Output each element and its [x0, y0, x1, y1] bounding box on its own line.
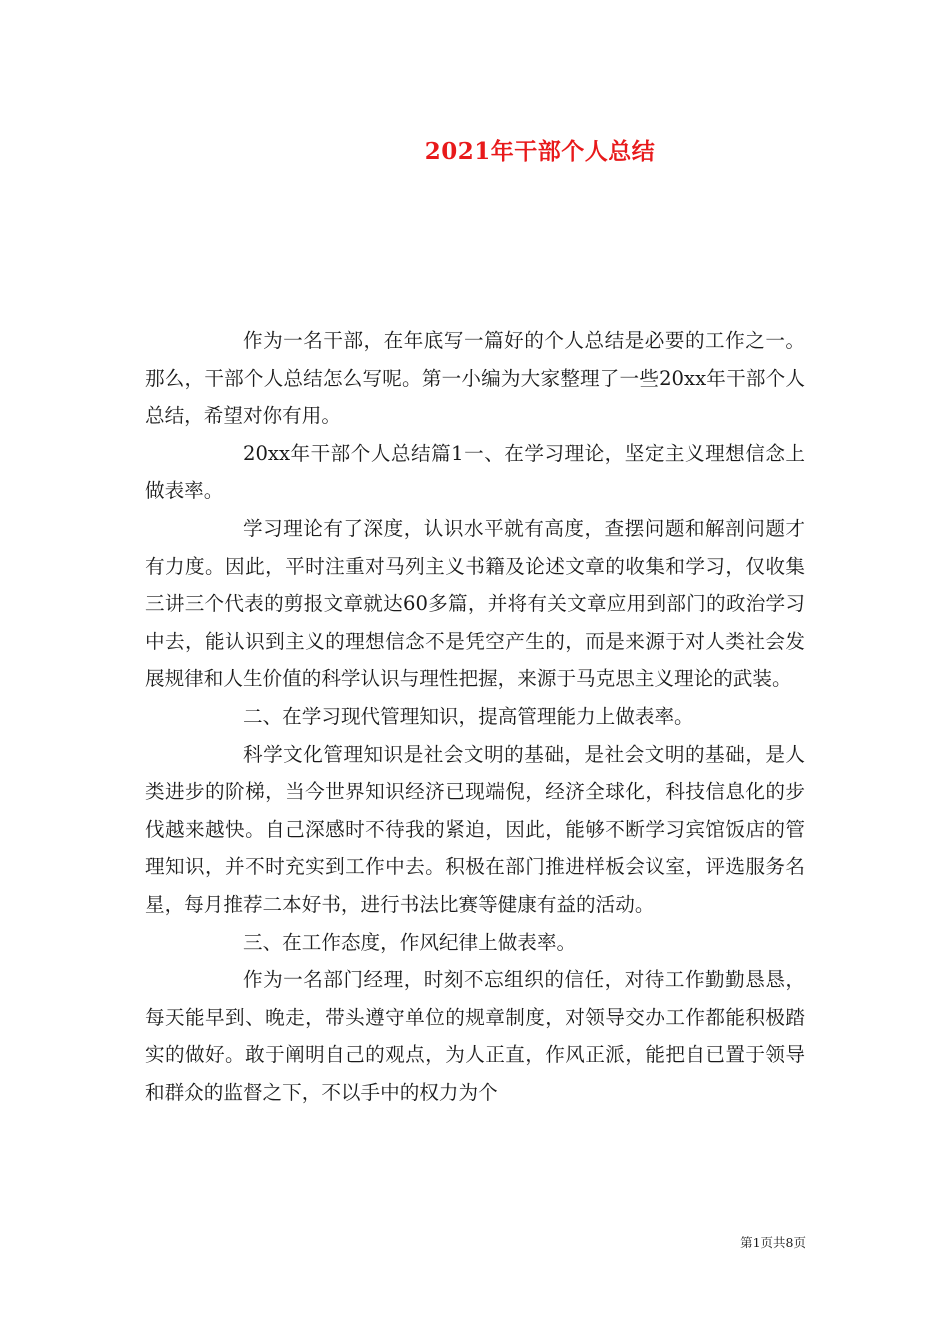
paragraph-section-1-heading: 20xx年干部个人总结篇1一、在学习理论，坚定主义理想信念上做表率。 [145, 441, 805, 503]
paragraph-section-3-body: 作为一名部门经理，时刻不忘组织的信任，对待工作勤勤恳恳，每天能早到、晚走，带头遵守单位的规章制度，对领导交办工作都能积极踏实的做好。敢于阐明自己的观点，为人正直，作风正派，能把自已置于领导和群众的监督之下，不以手中的权力为个 [145, 968, 805, 1104]
paragraph-section-2-heading: 二、在学习现代管理知识，提高管理能力上做表率。 [243, 704, 694, 728]
paragraph-section-1-body: 学习理论有了深度，认识水平就有高度，查摆问题和解剖问题才有力度。因此，平时注重对马列主义书籍及论述文章的收集和学习，仅收集三讲三个代表的剪报文章就达60多篇，并将有关文章应用到部门的政治学习中去，能认识到主义的理想信念不是凭空产生的，而是来源于对人类社会发展规律和人生价值的科学认识与理性把握，来源于马克思主义理论的武装。 [145, 516, 805, 691]
document-body [145, 322, 805, 1111]
paragraph-section-3-heading: 三、在工作态度，作风纪律上做表率。 [243, 930, 577, 954]
page-number-footer: 第1页共8页 [740, 1235, 806, 1250]
paragraph-intro: 作为一名干部，在年底写一篇好的个人总结是必要的工作之一。那么，干部个人总结怎么写呢。第一小编为大家整理了一些20xx年干部个人总结，希望对你有用。 [145, 329, 805, 428]
paragraph-section-2-body: 科学文化管理知识是社会文明的基础，是社会文明的基础，是人类进步的阶梯，当今世界知识经济已现端倪，经济全球化，科技信息化的步伐越来越快。自己深感时不待我的紧迫，因此，能够不断学习宾馆饭店的管理知识，并不时充实到工作中去。积极在部门推进样板会议室，评选服务名星，每月推荐二本好书，进行书法比赛等健康有益的活动。 [145, 742, 805, 916]
document-title: 2021年干部个人总结 [424, 138, 656, 165]
